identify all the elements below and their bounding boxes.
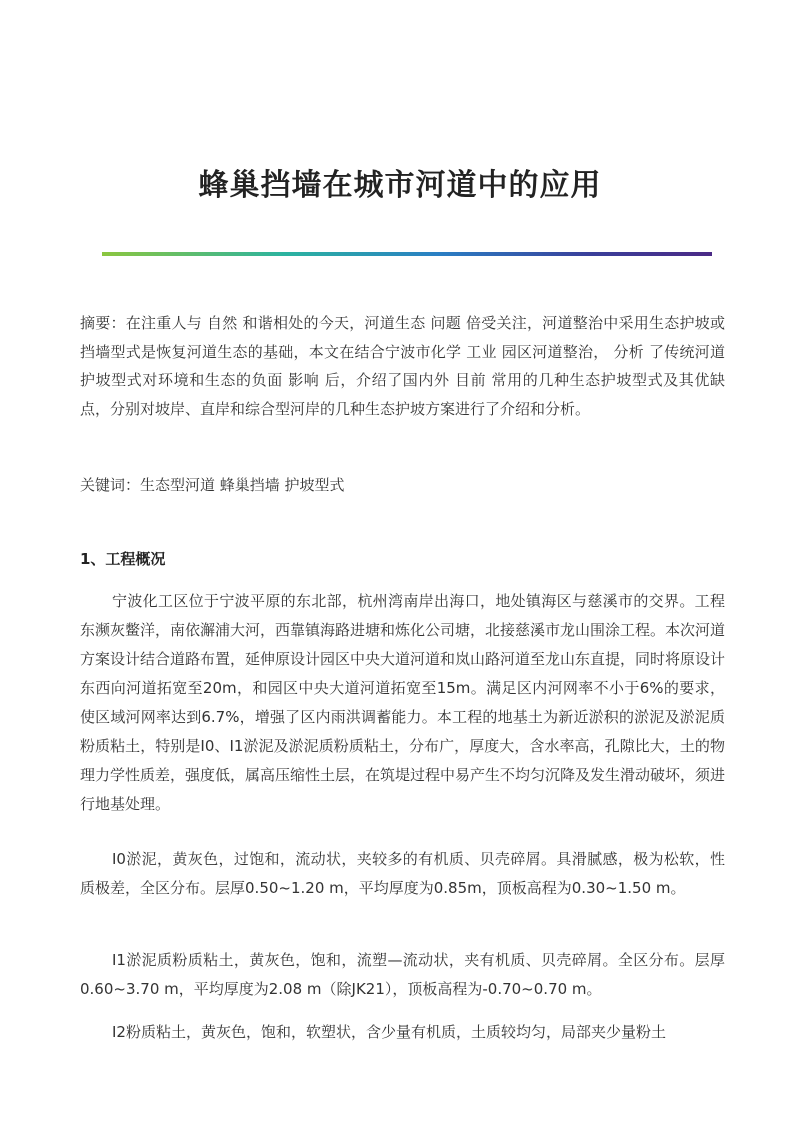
paragraph-layer-i2: I2粉质粘土，黄灰色，饱和，软塑状，含少量有机质，土质较均匀，局部夹少量粉土 [112,1023,666,1041]
keywords-text: 生态型河道 蜂巢挡墙 护坡型式 [140,476,345,494]
document-title: 蜂巢挡墙在城市河道中的应用 [198,168,602,203]
abstract-text: 在注重人与 自然 和谐相处的今天，河道生态 问题 倍受关注，河道整治中采用生态护坡或挡墙型式是恢复河道生态的基础，本文在结合宁波市化学 工业 园区河道整治， 分析 了传统河道护坡型式对环境和生态的负面 影响 后，介绍了国内外 目前 常用的几种生态护坡型式及其优缺点，分别对坡岸、直岸和综合型河岸的几种生态护坡方案进行了介绍和分析。 [80,314,725,418]
abstract [80,309,725,423]
paragraph-overview: 宁波化工区位于宁波平原的东北部，杭州湾南岸出海口，地处镇海区与慈溪市的交界。工程东濒灰鳖洋，南依澥浦大河，西靠镇海路进塘和炼化公司塘，北接慈溪市龙山围涂工程。本次河道方案设计结合道路布置，延伸原设计园区中央大道河道和岚山路河道至龙山东直提，同时将原设计东西向河道拓宽至20m，和园区中央大道河道拓宽至15m。满足区内河网率不小于6%的要求，使区域河网率达到6.7%，增强了区内雨洪调蓄能力。本工程的地基土为新近淤积的淤泥及淤泥质粉质粘土，特别是I0、I1淤泥及淤泥质粉质粘土，分布广，厚度大，含水率高，孔隙比大，土的物理力学性质差，强度低，属高压缩性土层，在筑堤过程中易产生不均匀沉降及发生滑动破坏，须进行地基处理。 [80,592,726,813]
keywords-label: 关键词： [80,476,141,494]
title-divider [102,252,712,256]
paragraph-layer-i1: I1淤泥质粉质粘土，黄灰色，饱和，流塑—流动状，夹有机质、贝壳碎屑。全区分布。层厚0.60~3.70 m，平均厚度为2.08 m（除JK21），顶板高程为-0.70~0.70 m。 [80,951,725,998]
section-heading: 1、工程概况 [80,550,166,568]
keywords [80,471,725,500]
abstract-label: 摘要： [80,314,126,332]
paragraph-layer-i0: I0淤泥，黄灰色，过饱和，流动状，夹较多的有机质、贝壳碎屑。具滑腻感，极为松软，性质极差，全区分布。层厚0.50~1.20 m，平均厚度为0.85m，顶板高程为0.30~1.50 m。 [80,850,725,897]
